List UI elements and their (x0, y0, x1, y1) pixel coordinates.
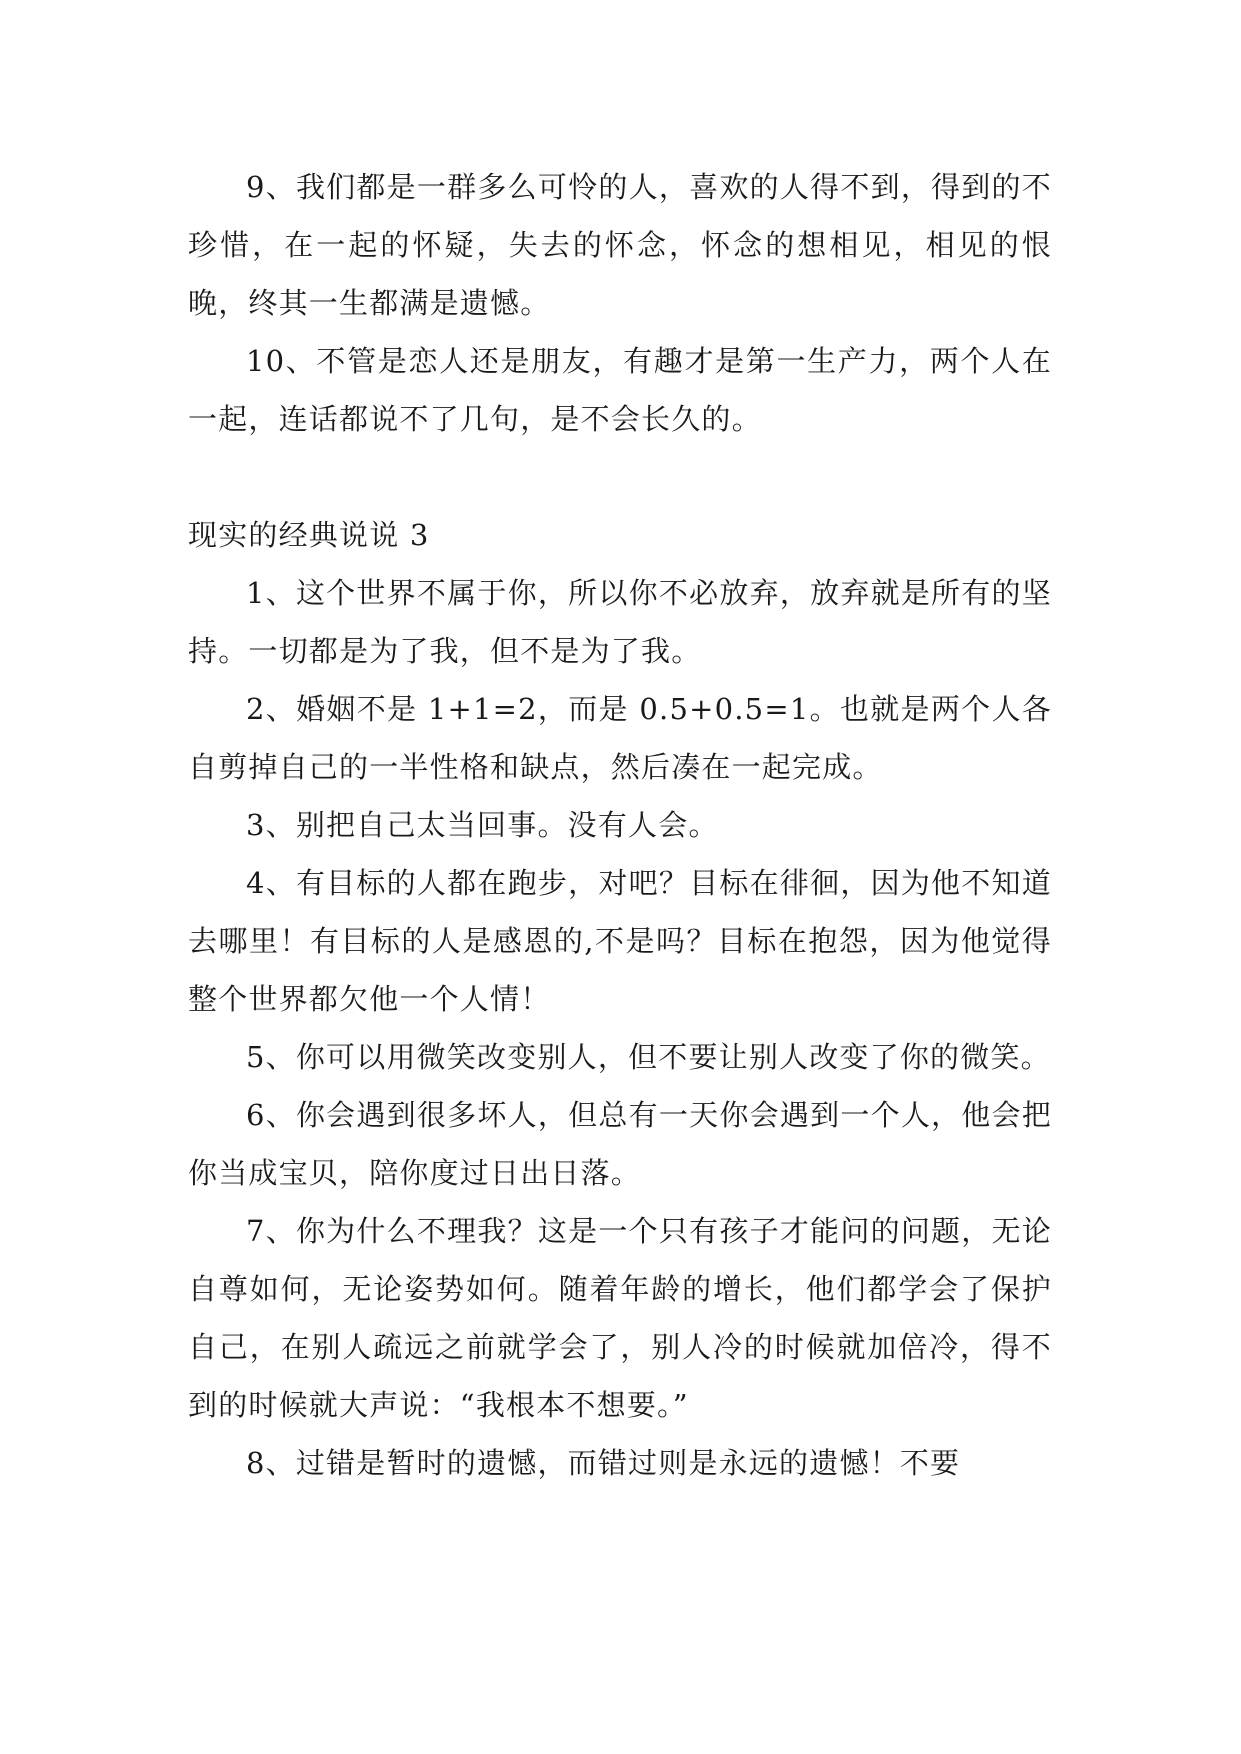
paragraph-item-7: 7、你为什么不理我？这是一个只有孩子才能问的问题，无论自尊如何，无论姿势如何。随着年龄的增长，他们都学会了保护自己，在别人疏远之前就学会了，别人冷的时候就加倍冷，得不到的时候就大声说：“我根本不想要。” (188, 1214, 1052, 1422)
paragraph-item-9: 9、我们都是一群多么可怜的人，喜欢的人得不到，得到的不珍惜，在一起的怀疑，失去的怀念，怀念的想相见，相见的恨晚，终其一生都满是遗憾。 (188, 170, 1052, 320)
document-body (188, 158, 1052, 1492)
paragraph-item-6: 6、你会遇到很多坏人，但总有一天你会遇到一个人，他会把你当成宝贝，陪你度过日出日落。 (188, 1098, 1052, 1190)
paragraph-item-5: 5、你可以用微笑改变别人，但不要让别人改变了你的微笑。 (246, 1040, 1051, 1074)
paragraph-item-10: 10、不管是恋人还是朋友，有趣才是第一生产力，两个人在一起，连话都说不了几句，是不会长久的。 (188, 344, 1052, 436)
section-title: 现实的经典说说 3 (188, 518, 430, 552)
paragraph-item-8: 8、过错是暂时的遗憾，而错过则是永远的遗憾！不要 (246, 1446, 961, 1480)
section-spacer (188, 448, 1052, 506)
paragraph-item-2: 2、婚姻不是 1+1=2，而是 0.5+0.5=1。也就是两个人各自剪掉自己的一半性格和缺点，然后凑在一起完成。 (188, 692, 1052, 784)
paragraph-item-3: 3、别把自己太当回事。没有人会。 (246, 808, 719, 842)
paragraph-item-1: 1、这个世界不属于你，所以你不必放弃，放弃就是所有的坚持。一切都是为了我，但不是为了我。 (188, 576, 1052, 668)
paragraph-item-4: 4、有目标的人都在跑步，对吧？目标在徘徊，因为他不知道去哪里！有目标的人是感恩的,不是吗？目标在抱怨，因为他觉得整个世界都欠他一个人情！ (188, 866, 1052, 1016)
